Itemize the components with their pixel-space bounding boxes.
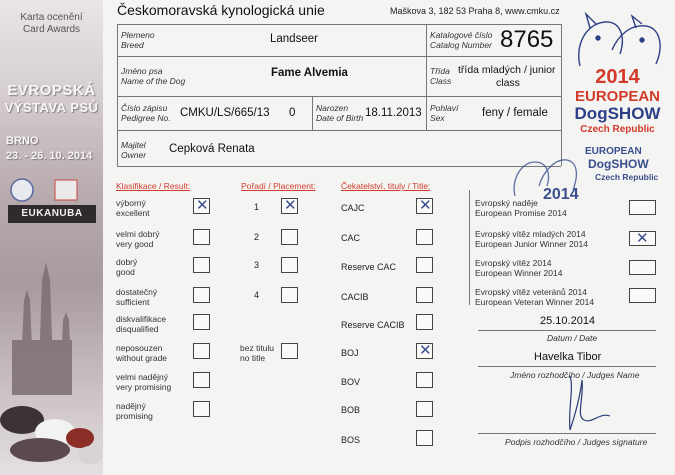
classification-excellent-en: excellent [116, 208, 150, 218]
classification-promising-en: promising [116, 411, 153, 421]
award-veteran-winner-checkbox[interactable] [629, 288, 656, 303]
name-label-cz: Jméno psa [121, 66, 163, 76]
award-junior-winner-cz: Evropský vítěz mladých 2014 [475, 229, 586, 239]
check-mark-icon: ✕ [636, 230, 649, 247]
award-promise-en: European Promise 2014 [475, 208, 567, 218]
classification-very-good-cz: velmi dobrý [116, 229, 160, 239]
show-dates: 23. - 26. 10. 2014 [6, 150, 93, 162]
owner-label-cz: Majitel [121, 140, 146, 150]
title-bos-label: BOS [341, 435, 361, 445]
pedigree-label-cz: Číslo zápisu [121, 103, 168, 113]
classification-very-promising-cz: velmi nadějný [116, 372, 168, 382]
name-label-en: Name of the Dog [121, 76, 186, 86]
classification-sufficient-en: sufficient [116, 297, 150, 307]
classification-no-grade-cz: neposouzen [116, 343, 163, 353]
award-winner-checkbox[interactable] [629, 260, 656, 275]
grid-line [117, 96, 561, 97]
check-mark-icon: ✕ [196, 197, 209, 214]
title-boj-checkbox[interactable] [416, 343, 433, 359]
awards-divider [469, 190, 470, 305]
placement-2-label: 2 [254, 232, 260, 242]
title-cacib-checkbox[interactable] [416, 287, 433, 303]
logo-year: 2014 [595, 66, 640, 88]
show-title-line1: EVROPSKÁ [7, 82, 96, 99]
no-title-label-en: no title [240, 353, 266, 363]
classification-very-promising-checkbox[interactable] [193, 372, 210, 388]
organization-title: Českomoravská kynologická unie [117, 2, 325, 18]
judge-name-label: Jméno rozhodčího / Judges Name [510, 370, 640, 380]
classification-good-en: good [116, 267, 135, 277]
grid-line [117, 24, 561, 25]
pedigree-extra-value: 0 [289, 107, 296, 119]
classification-very-good-en: very good [116, 239, 154, 249]
title-cajc-label: CAJC [341, 203, 365, 213]
title-cac-checkbox[interactable] [416, 229, 433, 245]
show-city: BRNO [6, 135, 39, 147]
breed-label-en: Breed [121, 40, 144, 50]
award-winner-cz: Evropský vítěz 2014 [475, 258, 552, 268]
owner-label-en: Owner [121, 150, 147, 160]
title-bob-label: BOB [341, 405, 361, 415]
grid-line [117, 56, 561, 57]
dog-name-value: Fame Alvemia [271, 67, 348, 79]
pedigree-value: CMKU/LS/665/13 [180, 107, 270, 119]
placement-4-label: 4 [254, 290, 260, 300]
placement-1-checkbox[interactable] [281, 198, 298, 214]
sponsor-logo: EUKANUBA [8, 205, 96, 223]
classification-disqualified-en: disqualified [116, 324, 159, 334]
award-date-value: 25.10.2014 [540, 315, 596, 327]
catalog-label-en: Catalog Number [430, 40, 492, 50]
breed-label-cz: Plemeno [121, 30, 155, 40]
placement-3-checkbox[interactable] [281, 257, 298, 273]
judge-signature-label: Podpis rozhodčího / Judges signature [505, 437, 648, 447]
check-mark-icon: ✕ [419, 342, 432, 359]
award-veteran-winner-cz: Evropský vítěz veteránů 2014 [475, 287, 587, 297]
banner-artwork [0, 0, 103, 475]
card-title-en: Card Awards [22, 24, 81, 35]
classification-good-cz: dobrý [116, 257, 138, 267]
judge-name-value: Havelka Tibor [534, 351, 602, 363]
classification-excellent-cz: výborný [116, 198, 146, 208]
title-bob-checkbox[interactable] [416, 401, 433, 417]
no-title-checkbox[interactable] [281, 343, 298, 359]
classification-very-good-checkbox[interactable] [193, 229, 210, 245]
award-junior-winner-en: European Junior Winner 2014 [475, 239, 588, 249]
signature-underline [478, 433, 656, 434]
stamp-year: 2014 [543, 186, 579, 203]
grid-line [426, 24, 427, 96]
title-reserve-cac-label: Reserve CAC [341, 262, 397, 272]
title-reserve-cacib-checkbox[interactable] [416, 314, 433, 330]
classification-sufficient-checkbox[interactable] [193, 287, 210, 303]
title-reserve-cacib-label: Reserve CACIB [341, 320, 405, 330]
placement-2-checkbox[interactable] [281, 229, 298, 245]
owner-value: Cepková Renata [169, 143, 255, 155]
title-bos-checkbox[interactable] [416, 430, 433, 446]
title-reserve-cac-checkbox[interactable] [416, 257, 433, 273]
sex-label-cz: Pohlaví [430, 103, 459, 113]
logo-country: Czech Republic [580, 124, 655, 135]
classification-promising-checkbox[interactable] [193, 401, 210, 417]
pedigree-label-en: Pedigree No. [121, 113, 171, 123]
no-title-label-cz: bez titulu [240, 343, 275, 353]
placement-3-label: 3 [254, 260, 260, 270]
stamp-country: Czech Republic [595, 172, 659, 182]
classification-disqualified-checkbox[interactable] [193, 314, 210, 330]
dogs-illustration [0, 406, 102, 464]
card-title-cz: Karta ocenění [20, 12, 83, 23]
class-label-en: Class [430, 76, 452, 86]
classification-header: Klasifikace / Result: [116, 181, 191, 191]
placement-4-checkbox[interactable] [281, 287, 298, 303]
logo-european: EUROPEAN [574, 88, 660, 105]
classification-excellent-checkbox[interactable] [193, 198, 210, 214]
breed-value: Landseer [270, 33, 318, 45]
classification-sufficient-cz: dostatečný [116, 287, 158, 297]
dob-label-en: Date of Birth [316, 113, 364, 123]
award-date-label: Datum / Date [547, 333, 598, 343]
catalog-number: 8765 [500, 26, 554, 53]
award-veteran-winner-en: European Veteran Winner 2014 [475, 297, 595, 307]
classification-no-grade-en: without grade [116, 353, 168, 363]
class-value-line1: třída mladých / junior [458, 64, 556, 76]
check-mark-icon: ✕ [284, 197, 297, 214]
show-title-line2: VÝSTAVA PSŮ [4, 100, 99, 115]
award-promise-cz: Evropský naděje [475, 198, 538, 208]
title-cacib-label: CACIB [341, 292, 369, 302]
class-label-cz: Třída [430, 66, 450, 76]
title-bov-label: BOV [341, 377, 361, 387]
organization-address: Maškova 3, 182 53 Praha 8, www.cmku.cz [390, 6, 560, 16]
classification-disqualified-cz: diskvalifikace [116, 314, 167, 324]
classification-promising-cz: nadějný [116, 401, 146, 411]
event-stamp [503, 144, 659, 214]
sex-value: feny / female [482, 107, 548, 119]
dob-value: 18.11.2013 [365, 107, 422, 119]
date-underline [478, 330, 656, 331]
award-junior-winner-checkbox[interactable] [629, 231, 656, 246]
grid-line [312, 96, 313, 130]
title-boj-label: BOJ [341, 348, 359, 358]
judge-underline [478, 366, 656, 367]
dob-label-cz: Narozen [316, 103, 349, 113]
classification-very-promising-en: very promising [116, 382, 172, 392]
grid-line [117, 166, 561, 167]
cmku-emblem-icon [55, 180, 77, 200]
title-cac-label: CAC [341, 233, 361, 243]
title-cajc-checkbox[interactable] [416, 198, 433, 214]
check-mark-icon: ✕ [419, 197, 432, 214]
sex-label-en: Sex [430, 113, 445, 123]
logo-dogshow: DogSHOW [574, 104, 661, 123]
titles-header: Čekatelství, tituly / Title: [341, 181, 431, 191]
cathedral-illustration [12, 262, 72, 395]
title-bov-checkbox[interactable] [416, 372, 433, 388]
grid-line [117, 24, 118, 166]
class-value-line2: class [496, 77, 520, 89]
fci-emblem-icon [11, 179, 33, 201]
award-winner-en: European Winner 2014 [475, 268, 563, 278]
stamp-european: EUROPEAN [585, 146, 642, 157]
grid-line [426, 96, 427, 130]
catalog-label-cz: Katalogové číslo [430, 30, 493, 40]
grid-line [117, 130, 561, 131]
classification-no-grade-checkbox[interactable] [193, 343, 210, 359]
placement-header: Pořadí / Placement: [241, 181, 316, 191]
show-banner [0, 0, 103, 475]
placement-1-label: 1 [254, 202, 260, 212]
stamp-dogshow: DogSHOW [588, 157, 649, 171]
judge-signature [540, 368, 620, 436]
classification-good-checkbox[interactable] [193, 257, 210, 273]
